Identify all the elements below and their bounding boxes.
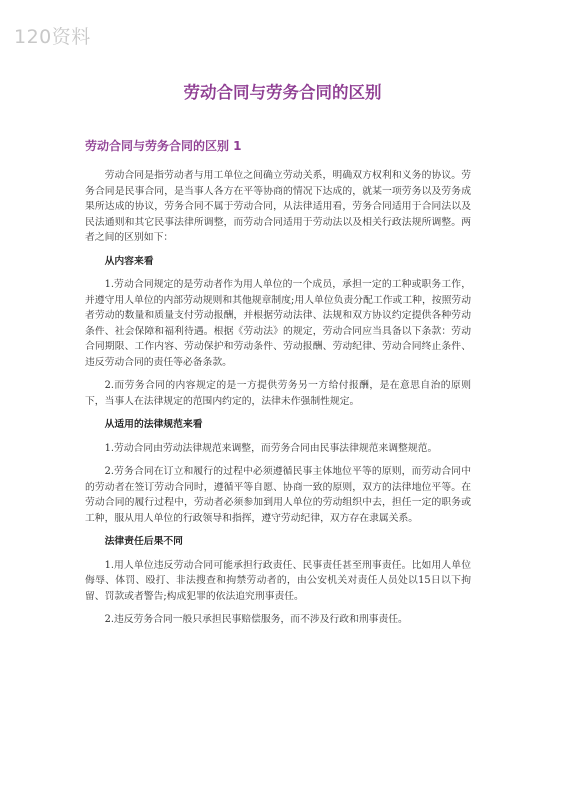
watermark-logo: 120资料 <box>14 26 91 48</box>
paragraph: 1.劳动合同由劳动法律规范来调整，而劳务合同由民事法律规范来调整规范。 <box>104 442 438 454</box>
paragraph: 2.违反劳务合同一般只承担民事赔偿服务，而不涉及行政和刑事责任。 <box>104 614 408 625</box>
document-title: 劳动合同与劳务合同的区别 <box>183 83 382 102</box>
paragraph: 1.劳动合同规定的是劳动者作为用人单位的一个成员，承担一定的工种或职务工作，并遵守用人单位的内部劳动规则和其他规章制度;用人单位负责分配工作或工种，按照劳动者劳动的数量和质量支付劳动报酬，并根据劳动法律、法规和双方协议约定提供各种劳动条件、社会保障和福利待遇。根据《劳动法》的规定，劳动合同应当具备以下条款：劳动合同期限、工作内容、劳动保护和劳动条件、劳动报酬、劳动纪律、劳动合同终止条件、违反劳动合同的责任等必备条款。 <box>85 279 471 368</box>
subheading-applicable-law: 从适用的法律规范来看 <box>104 419 203 430</box>
paragraph: 2.劳务合同在订立和履行的过程中必须遵循民事主体地位平等的原则，而劳动合同中的劳动者在签订劳动合同时，遵循平等自愿、协商一致的原则，双方的法律地位平等。在劳动合同的履行过程中，劳动者必须参加到用人单位的劳动组织中去，担任一定的职务或工种，服从用人单位的行政领导和指挥，遵守劳动纪律，双方存在隶属关系。 <box>85 466 471 524</box>
subheading-content: 从内容来看 <box>104 255 154 267</box>
intro-paragraph: 劳动合同是指劳动者与用工单位之间确立劳动关系，明确双方权利和义务的协议。劳务合同是民事合同，是当事人各方在平等协商的情况下达成的，就某一项劳务以及劳务成果所达成的协议，劳务合同不属于劳动合同，从法律适用看，劳务合同适用于合同法以及民法通则和其它民事法律所调整，而劳动合同适用于劳动法以及相关行政法规所调整。两者之间的区别如下： <box>85 170 471 243</box>
subheading-legal-liability: 法律责任后果不同 <box>104 536 183 547</box>
section-title: 劳动合同与劳务合同的区别 1 <box>85 139 242 153</box>
document-body <box>85 168 471 636</box>
paragraph: 1.用人单位违反劳动合同可能承担行政责任、民事责任甚至刑事责任。比如用人单位侮辱、体罚、殴打、非法搜查和拘禁劳动者的，由公安机关对责任人员处以15日以下拘留、罚款或者警告;构成犯罪的依法追究刑事责任。 <box>85 559 471 602</box>
paragraph: 2.而劳务合同的内容规定的是一方提供劳务另一方给付报酬，是在意思自治的原则下，当事人在法律规定的范围内约定的，法律未作强制性规定。 <box>85 380 471 407</box>
